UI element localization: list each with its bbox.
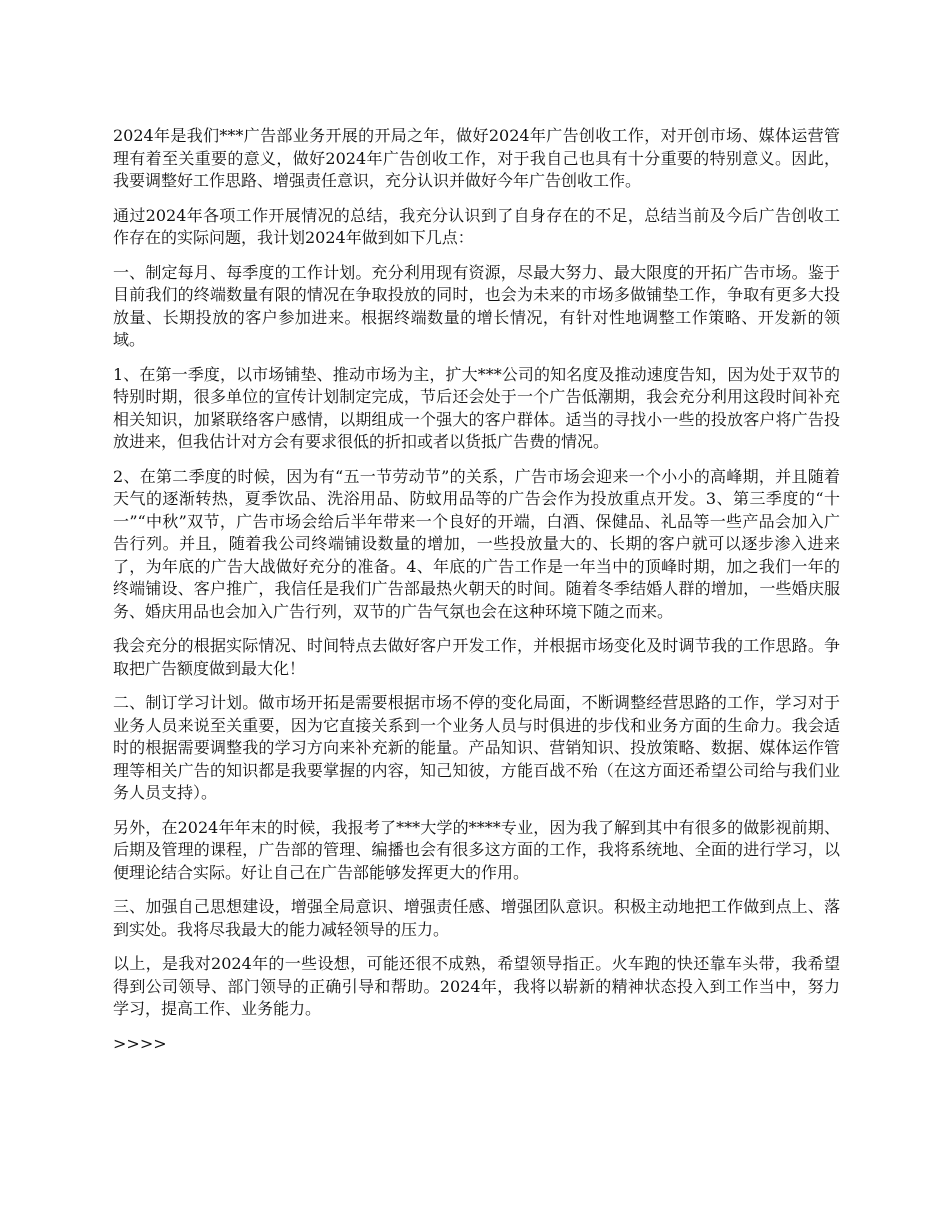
paragraph-intro: 2024年是我们***广告部业务开展的开局之年，做好2024年广告创收工作，对开创市场、媒体运营管理有着至关重要的意义，做好2024年广告创收工作，对于我自己也具有十分重要的特别意义。因此，我要调整好工作思路、增强责任意识，充分认识并做好今年广告创收工作。 xyxy=(113,126,840,190)
paragraph-q2-q4: 2、在第二季度的时候，因为有“五一节劳动节”的关系，广告市场会迎来一个小小的高峰期，并且随着天气的逐渐转热，夏季饮品、洗浴用品、防蚊用品等的广告会作为投放重点开发。3、第三季度的“十一”“中秋”双节，广告市场会给后半年带来一个良好的开端，白酒、保健品、礼品等一些产品会加入广告行列。并且，随着我公司终端铺设数量的增加，一些投放量大的、长期的客户就可以逐步渗入进来了，为年底的广告大战做好充分的准备。4、年底的广告工作是一年当中的顶峰时期，加之我们一年的终端铺设、客户推广，我信任是我们广告部最热火朝天的时间。随着冬季结婚人群的增加，一些婚庆服务、婚庆用品也会加入广告行列，双节的广告气氛也会在这种环境下随之而来。 xyxy=(113,466,840,621)
paragraph-study-plan: 二、制订学习计划。做市场开拓是需要根据市场不停的变化局面，不断调整经营思路的工作，学习对于业务人员来说至关重要，因为它直接关系到一个业务人员与时俱进的步伐和业务方面的生命力。我会适时的根据需要调整我的学习方向来补充新的能量。产品知识、营销知识、投放策略、数据、媒体运作管理等相关广告的知识都是我要掌握的内容，知己知彼，方能百战不殆（在这方面还希望公司给与我们业务人员支持）。 xyxy=(113,693,840,802)
document-body xyxy=(113,125,840,1067)
paragraph-q1: 1、在第一季度，以市场铺垫、推动市场为主，扩大***公司的知名度及推动速度告知，因为处于双节的特别时期，很多单位的宣传计划制定完成，节后还会处于一个广告低潮期，我会充分利用这段时间补充相关知识，加紧联络客户感情，以期组成一个强大的客户群体。适当的寻找小一些的投放客户将广告投放进来，但我估计对方会有要求很低的折扣或者以货抵广告费的情况。 xyxy=(113,364,840,451)
paragraph-client-development: 我会充分的根据实际情况、时间特点去做好客户开发工作，并根据市场变化及时调节我的工作思路。争取把广告额度做到最大化！ xyxy=(113,636,840,678)
paragraph-plan-monthly: 一、制定每月、每季度的工作计划。充分利用现有资源，尽最大努力、最大限度的开拓广告市场。鉴于目前我们的终端数量有限的情况在争取投放的同时，也会为未来的市场多做铺垫工作，争取有更多大投放量、长期投放的客户参加进来。根据终端数量的增长情况，有针对性地调整工作策略、开发新的领域。 xyxy=(113,262,840,349)
paragraph-ideology: 三、加强自己思想建设，增强全局意识、增强责任感、增强团队意识。积极主动地把工作做到点上、落到实处。我将尽我最大的能力减轻领导的压力。 xyxy=(113,897,840,939)
paragraph-conclusion: 以上，是我对2024年的一些设想，可能还很不成熟，希望领导指正。火车跑的快还靠车头带，我希望得到公司领导、部门领导的正确引导和帮助。2024年，我将以崭新的精神状态投入到工作当中，努力学习，提高工作、业务能力。 xyxy=(113,954,840,1018)
paragraph-university: 另外，在2024年年末的时候，我报考了***大学的****专业，因为我了解到其中有很多的做影视前期、后期及管理的课程，广告部的管理、编播也会有很多这方面的工作，我将系统地、全面的进行学习，以便理论结合实际。好让自己在广告部能够发挥更大的作用。 xyxy=(113,817,840,882)
tail-marker: >>>> xyxy=(113,1033,167,1053)
paragraph-summary: 通过2024年各项工作开展情况的总结，我充分认识到了自身存在的不足，总结当前及今后广告创收工作存在的实际问题，我计划2024年做到如下几点： xyxy=(113,205,840,247)
